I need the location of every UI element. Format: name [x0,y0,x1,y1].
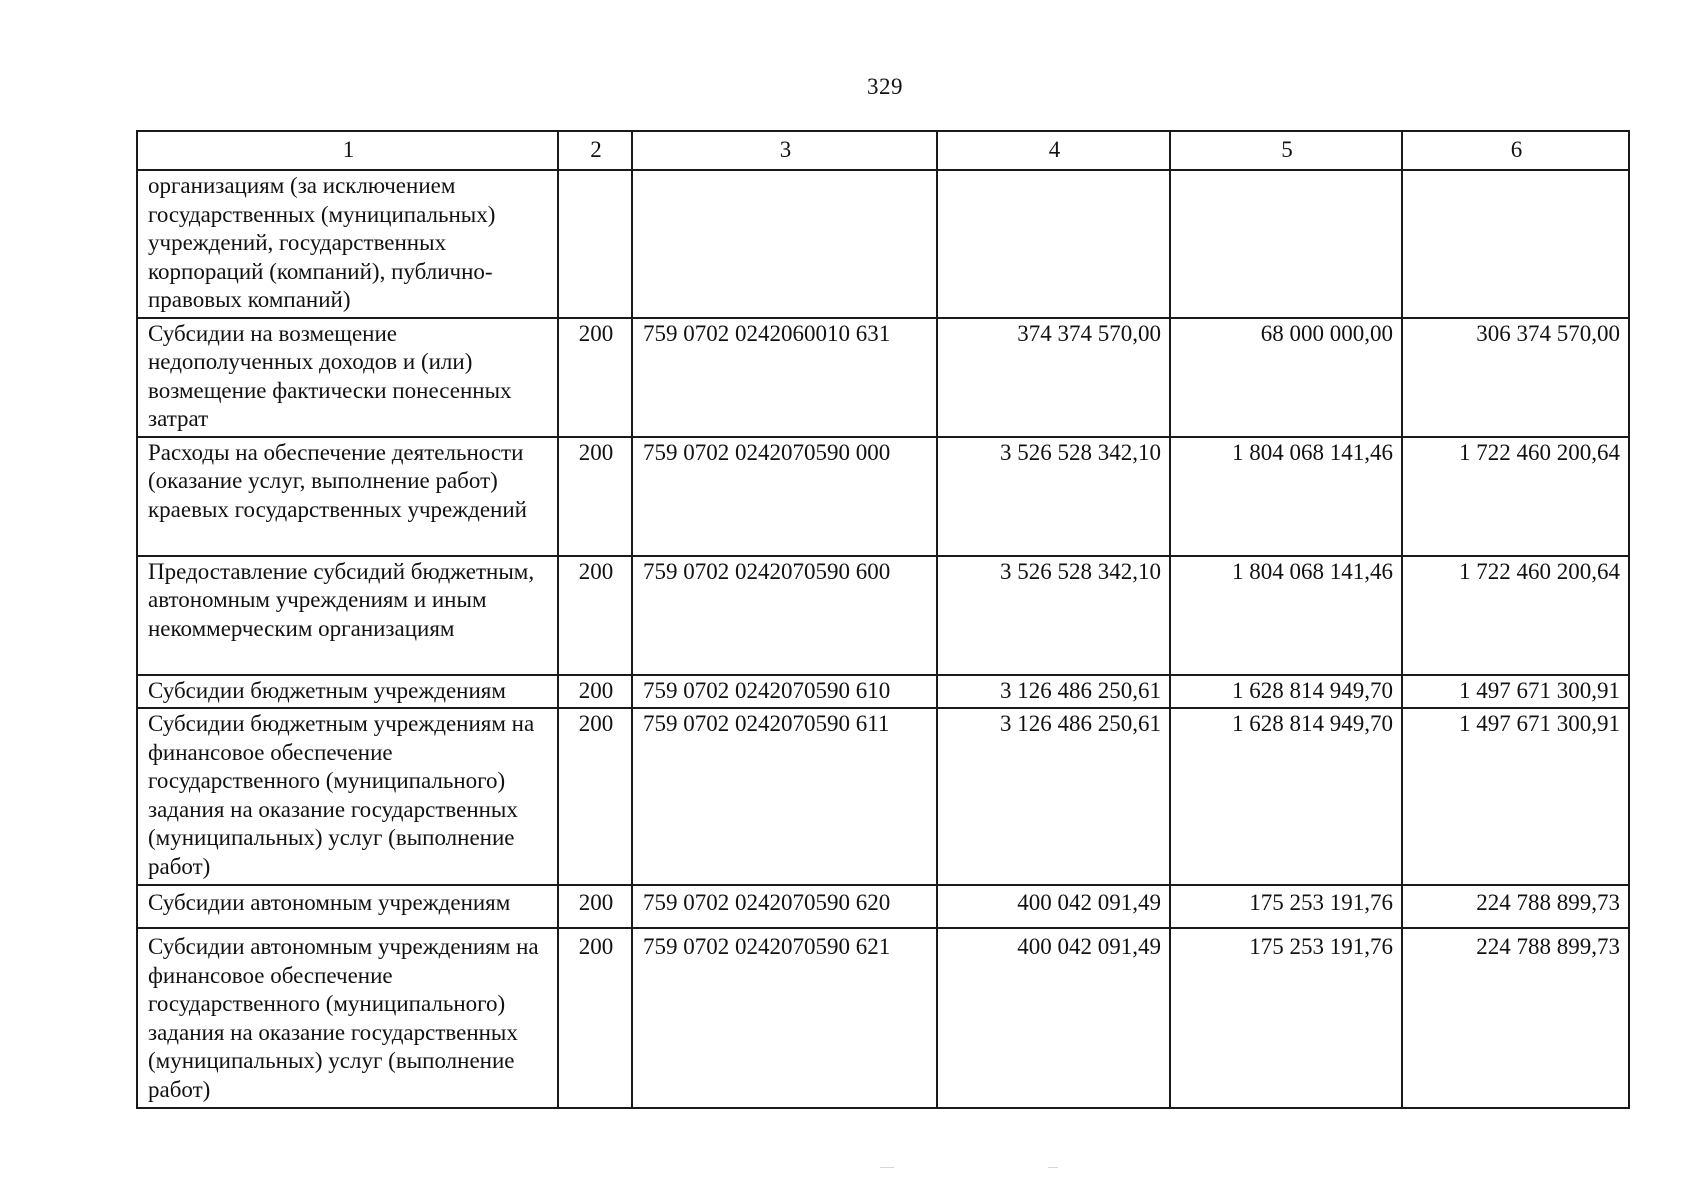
row-code-cell: 759 0702 0242070590 610 [632,675,937,709]
row-amount-cell: 224 788 899,73 [1402,885,1629,928]
column-header-3: 3 [632,131,937,170]
row-amount-cell [937,170,1170,318]
row-amount-cell: 1 497 671 300,91 [1402,675,1629,709]
row-grbs-cell: 200 [558,675,632,709]
budget-table [136,130,1630,1109]
row-code-cell [632,170,937,318]
row-amount-cell: 306 374 570,00 [1402,318,1629,437]
row-name-cell: Расходы на обеспечение деятельности (оказание услуг, выполнение работ) краевых государственных учреждений [137,437,558,556]
column-header-2: 2 [558,131,632,170]
scan-artifact [1048,1167,1058,1168]
table-row [137,437,1629,556]
row-grbs-cell: 200 [558,556,632,675]
row-code-cell: 759 0702 0242070590 621 [632,928,937,1108]
row-amount-cell: 400 042 091,49 [937,885,1170,928]
row-name-cell: Субсидии бюджетным учреждениям [137,675,558,709]
row-code-cell: 759 0702 0242060010 631 [632,318,937,437]
table-body [137,170,1629,1108]
row-grbs-cell: 200 [558,928,632,1108]
header-row [137,131,1629,170]
column-header-4: 4 [937,131,1170,170]
row-amount-cell: 1 628 814 949,70 [1170,675,1402,709]
row-name-cell: организациям (за исключением государственных (муниципальных) учреждений, государственных корпораций (компаний), публично-правовых компаний) [137,170,558,318]
table-row [137,928,1629,1108]
row-amount-cell: 175 253 191,76 [1170,928,1402,1108]
row-grbs-cell: 200 [558,437,632,556]
row-amount-cell: 400 042 091,49 [937,928,1170,1108]
table-row [137,170,1629,318]
row-grbs-cell: 200 [558,708,632,885]
page-number: 329 [867,74,903,99]
row-code-cell: 759 0702 0242070590 611 [632,708,937,885]
table-row [137,556,1629,675]
row-amount-cell: 3 126 486 250,61 [937,708,1170,885]
column-header-5: 5 [1170,131,1402,170]
table-row [137,675,1629,709]
row-amount-cell [1170,170,1402,318]
row-amount-cell: 1 628 814 949,70 [1170,708,1402,885]
row-amount-cell: 1 804 068 141,46 [1170,556,1402,675]
row-name-cell: Предоставление субсидий бюджетным, автономным учреждениям и иным некоммерческим организациям [137,556,558,675]
row-amount-cell: 175 253 191,76 [1170,885,1402,928]
row-amount-cell: 374 374 570,00 [937,318,1170,437]
row-grbs-cell: 200 [558,885,632,928]
row-code-cell: 759 0702 0242070590 600 [632,556,937,675]
row-name-cell: Субсидии автономным учреждениям [137,885,558,928]
column-header-6: 6 [1402,131,1629,170]
scan-artifact [880,1167,894,1168]
row-amount-cell: 1 804 068 141,46 [1170,437,1402,556]
row-grbs-cell [558,170,632,318]
row-amount-cell: 3 126 486 250,61 [937,675,1170,709]
row-amount-cell: 68 000 000,00 [1170,318,1402,437]
row-amount-cell [1402,170,1629,318]
row-name-cell: Субсидии на возмещение недополученных доходов и (или) возмещение фактически понесенных затрат [137,318,558,437]
table-row [137,885,1629,928]
row-code-cell: 759 0702 0242070590 000 [632,437,937,556]
table-row [137,318,1629,437]
row-name-cell: Субсидии автономным учреждениям на финансовое обеспечение государственного (муниципального) задания на оказание государственных (муниципальных) услуг (выполнение работ) [137,928,558,1108]
table-row [137,708,1629,885]
row-amount-cell: 3 526 528 342,10 [937,437,1170,556]
row-code-cell: 759 0702 0242070590 620 [632,885,937,928]
row-amount-cell: 3 526 528 342,10 [937,556,1170,675]
row-amount-cell: 1 722 460 200,64 [1402,556,1629,675]
row-amount-cell: 1 722 460 200,64 [1402,437,1629,556]
column-header-1: 1 [137,131,558,170]
row-amount-cell: 224 788 899,73 [1402,928,1629,1108]
row-name-cell: Субсидии бюджетным учреждениям на финансовое обеспечение государственного (муниципального) задания на оказание государственных (муниципальных) услуг (выполнение работ) [137,708,558,885]
table-header [137,131,1629,170]
row-amount-cell: 1 497 671 300,91 [1402,708,1629,885]
row-grbs-cell: 200 [558,318,632,437]
